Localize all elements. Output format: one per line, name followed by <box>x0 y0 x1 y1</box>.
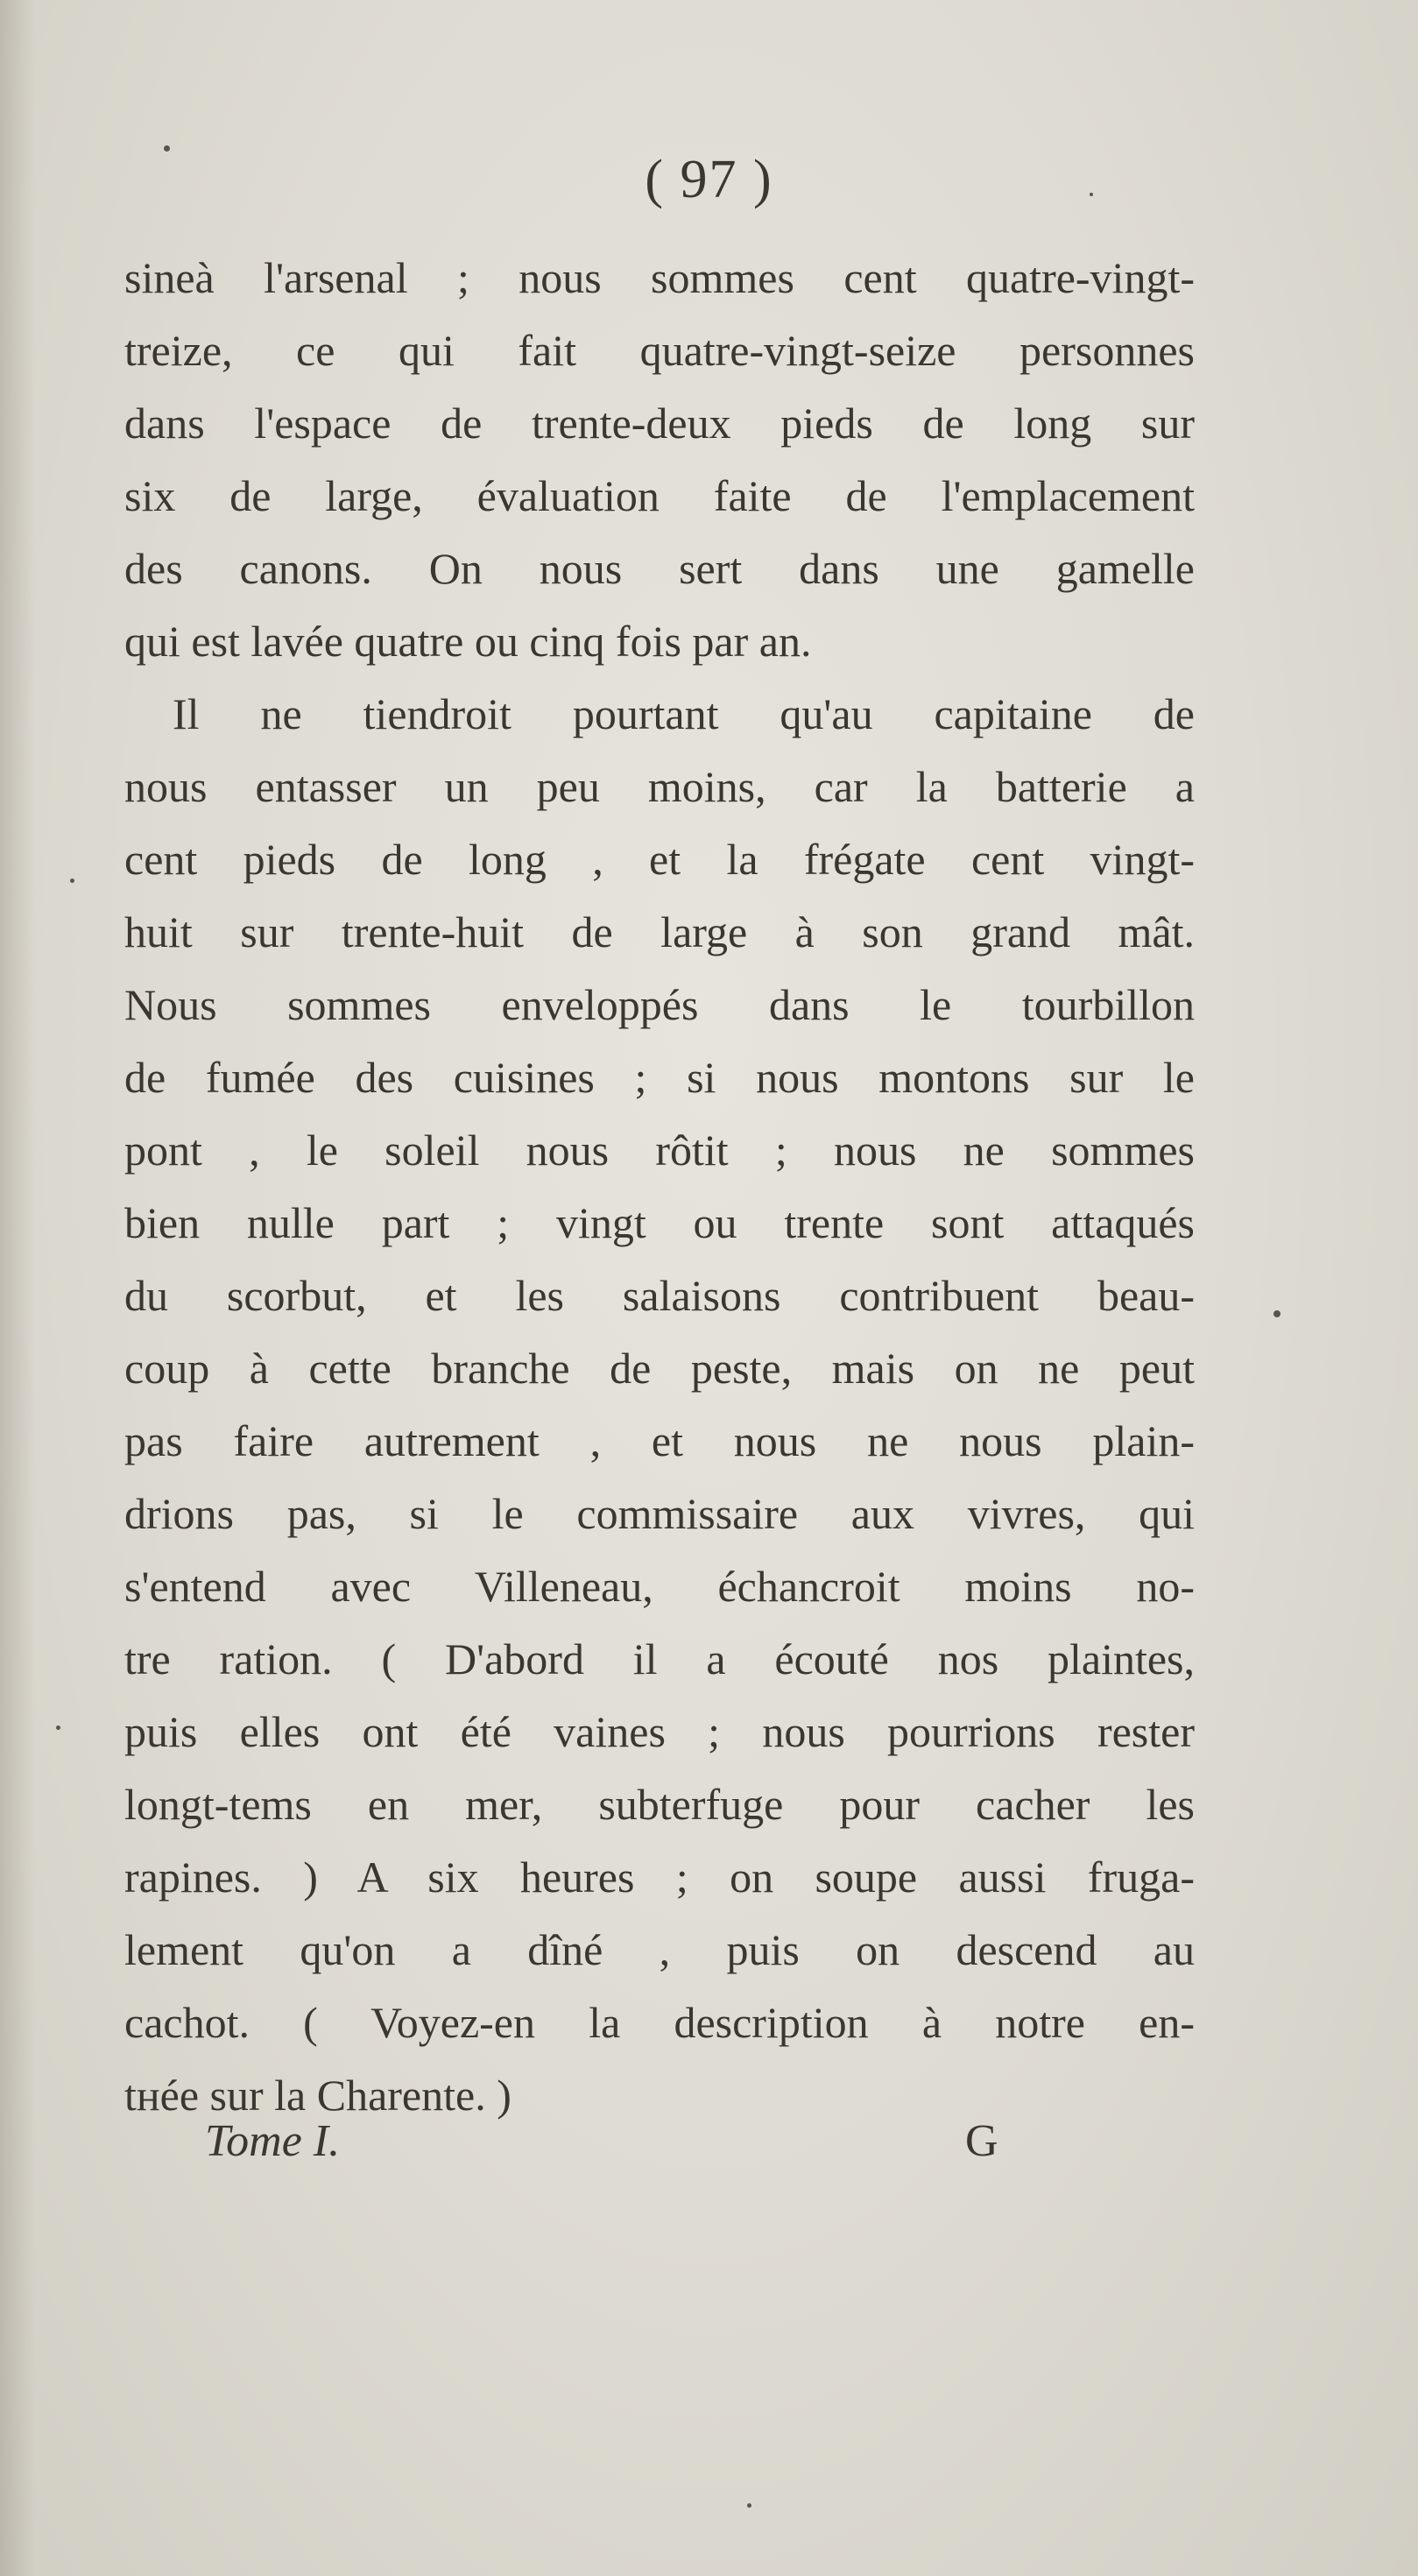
page-gutter-shadow <box>0 0 35 2576</box>
text-line: nous entasser un peu moins, car la batterie a <box>124 762 1195 811</box>
text-line: treize, ce qui fait quatre-vingt-seize personnes <box>124 326 1195 375</box>
ink-speck <box>747 2503 751 2508</box>
ink-speck <box>1090 193 1093 196</box>
text-line: tre ration. ( D'abord il a écouté nos plaintes, <box>124 1634 1195 1683</box>
text-line: bien nulle part ; vingt ou trente sont attaqués <box>124 1198 1195 1247</box>
volume-label: Tome I. <box>205 2116 341 2166</box>
text-line: longt-tems en mer, subterfuge pour cacher les <box>124 1780 1195 1829</box>
ink-speck <box>164 145 170 152</box>
text-line: six de large, évaluation faite de l'emplacement <box>124 471 1195 520</box>
text-line: dans l'espace de trente-deux pieds de long sur <box>124 399 1195 448</box>
ink-speck <box>1273 1310 1280 1317</box>
text-line: rapines. ) A six heures ; on soupe aussi fruga- <box>124 1853 1195 1902</box>
text-line: de fumée des cuisines ; si nous montons sur le <box>124 1053 1195 1102</box>
ink-speck <box>70 879 74 883</box>
text-line: cent pieds de long , et la frégate cent vingt- <box>124 835 1195 884</box>
text-line: drions pas, si le commissaire aux vivres, qui <box>124 1489 1195 1538</box>
text-line: tнée sur la Charente. ) <box>124 2071 511 2120</box>
gathering-mark: G <box>965 2116 998 2166</box>
text-line: sineà l'arsenal ; nous sommes cent quatre-vingt- <box>124 253 1195 302</box>
text-line: s'entend avec Villeneau, échancroit moins no- <box>124 1562 1195 1611</box>
ink-speck <box>56 1726 60 1730</box>
page-number: ( 97 ) <box>645 150 773 209</box>
text-line: puis elles ont été vaines ; nous pourrions rester <box>124 1707 1195 1756</box>
text-line: cachot. ( Voyez-en la description à notre en- <box>124 1998 1195 2047</box>
text-line: huit sur trente-huit de large à son grand mât. <box>124 907 1195 956</box>
text-line: pas faire autrement , et nous ne nous plain- <box>124 1416 1195 1465</box>
text-line: des canons. On nous sert dans une gamelle <box>124 544 1195 593</box>
text-line: qui est lavée quatre ou cinq fois par an. <box>124 617 812 666</box>
text-line: lement qu'on a dîné , puis on descend au <box>124 1925 1195 1974</box>
text-line: pont , le soleil nous rôtit ; nous ne sommes <box>124 1126 1195 1175</box>
text-line: Il ne tiendroit pourtant qu'au capitaine de <box>173 689 1195 738</box>
text-line: du scorbut, et les salaisons contribuent beau- <box>124 1271 1195 1320</box>
text-line: coup à cette branche de peste, mais on ne peut <box>124 1344 1195 1393</box>
text-line: Nous sommes enveloppés dans le tourbillon <box>124 980 1195 1029</box>
body-text <box>124 242 1195 2132</box>
